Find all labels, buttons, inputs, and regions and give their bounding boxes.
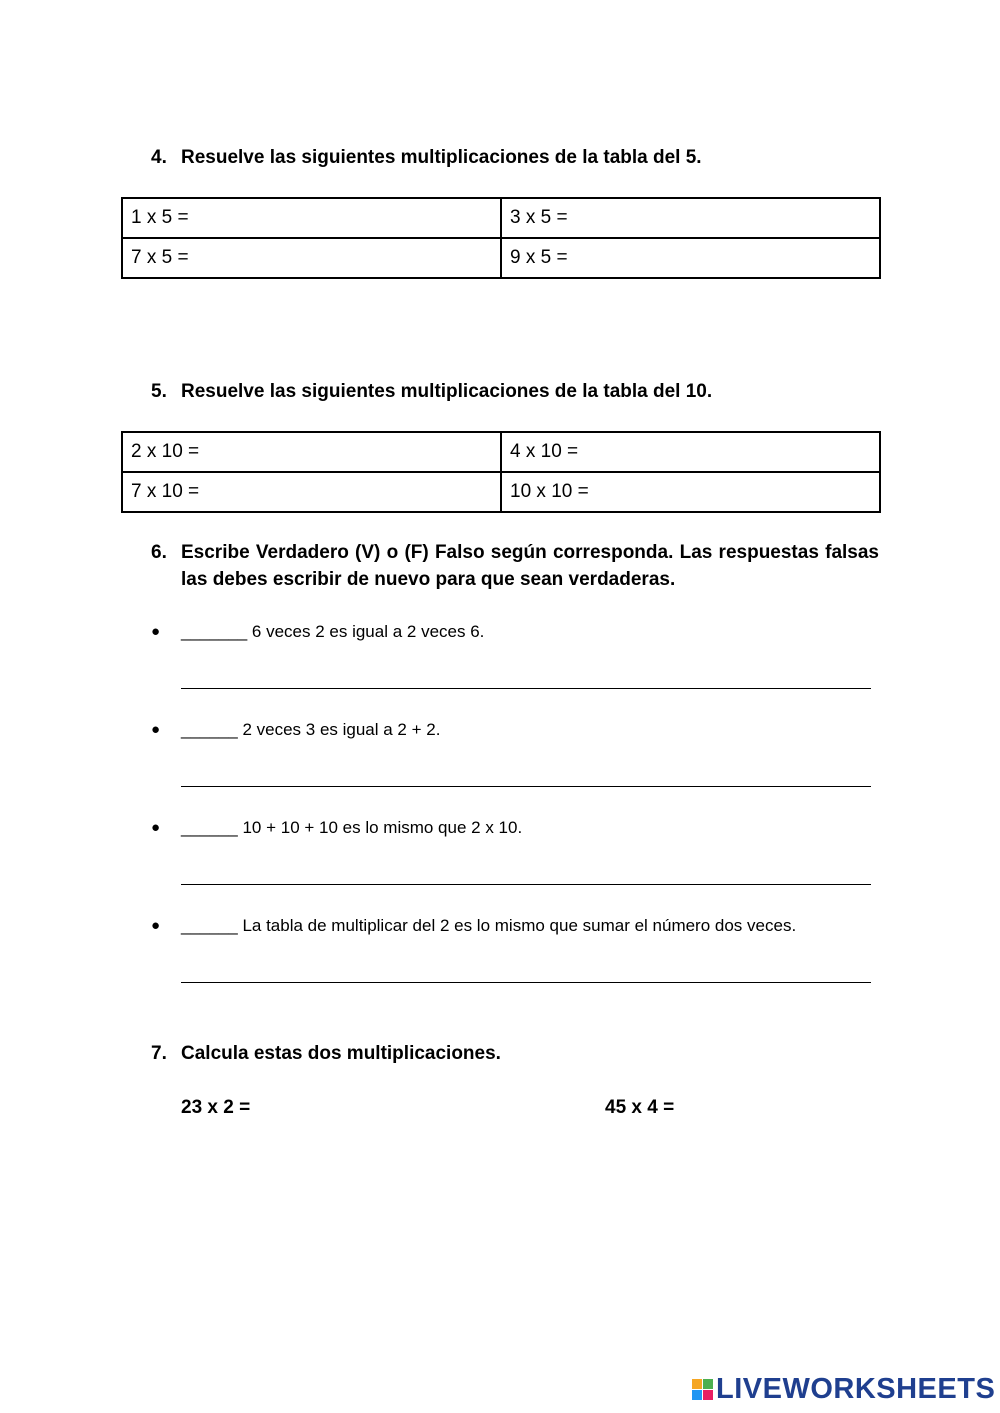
table-cell[interactable]: 7 x 5 = — [122, 238, 501, 278]
question-text: Escribe Verdadero (V) o (F) Falso según corresponda. Las respuestas falsas las debes escribir de nuevo para que sean verdaderas. — [181, 542, 879, 590]
question-text: Resuelve las siguientes multiplicaciones de la tabla del 10. — [181, 381, 713, 402]
table-cell[interactable]: 7 x 10 = — [122, 472, 501, 512]
question-number: 5. — [151, 381, 167, 402]
logo-square — [703, 1379, 713, 1389]
table-10-exercises — [121, 431, 881, 513]
answer-line[interactable] — [181, 884, 871, 885]
question-number: 4. — [151, 147, 167, 168]
calc-left[interactable]: 23 x 2 = — [181, 1097, 251, 1118]
table-5-exercises — [121, 197, 881, 279]
answer-line[interactable] — [181, 688, 871, 689]
calc-right[interactable]: 45 x 4 = — [605, 1097, 675, 1118]
table-cell[interactable]: 4 x 10 = — [501, 432, 880, 472]
statement-text: ______ 2 veces 3 es igual a 2 + 2. — [181, 720, 441, 739]
liveworksheets-logo — [692, 1373, 995, 1405]
table-row — [122, 472, 880, 512]
bullet-icon: ● — [151, 623, 161, 640]
table-row — [122, 432, 880, 472]
answer-line[interactable] — [181, 982, 871, 983]
table-cell[interactable]: 9 x 5 = — [501, 238, 880, 278]
question-4-title — [151, 145, 702, 171]
table-row — [122, 238, 880, 278]
bullet-icon: ● — [151, 819, 161, 836]
table-cell[interactable]: 3 x 5 = — [501, 198, 880, 238]
logo-text: LIVEWORKSHEETS — [716, 1372, 996, 1405]
question-text: Resuelve las siguientes multiplicaciones de la tabla del 5. — [181, 147, 702, 168]
logo-mark-icon — [692, 1379, 713, 1400]
logo-square — [692, 1379, 702, 1389]
table-row — [122, 198, 880, 238]
question-text: Calcula estas dos multiplicaciones. — [181, 1043, 501, 1064]
statement-text: ______ La tabla de multiplicar del 2 es lo mismo que sumar el número dos veces. — [181, 916, 797, 935]
answer-line[interactable] — [181, 786, 871, 787]
statement-text: _______ 6 veces 2 es igual a 2 veces 6. — [181, 622, 485, 641]
question-7-title — [151, 1041, 501, 1067]
question-number: 7. — [151, 1043, 167, 1064]
question-number: 6. — [151, 542, 167, 563]
table-cell[interactable]: 1 x 5 = — [122, 198, 501, 238]
bullet-icon: ● — [151, 721, 161, 738]
question-6-title — [151, 539, 879, 593]
table-cell[interactable]: 2 x 10 = — [122, 432, 501, 472]
bullet-icon: ● — [151, 917, 161, 934]
table-cell[interactable]: 10 x 10 = — [501, 472, 880, 512]
logo-square — [703, 1390, 713, 1400]
logo-square — [692, 1390, 702, 1400]
question-5-title — [151, 379, 712, 405]
statement-text: ______ 10 + 10 + 10 es lo mismo que 2 x 10. — [181, 818, 523, 837]
